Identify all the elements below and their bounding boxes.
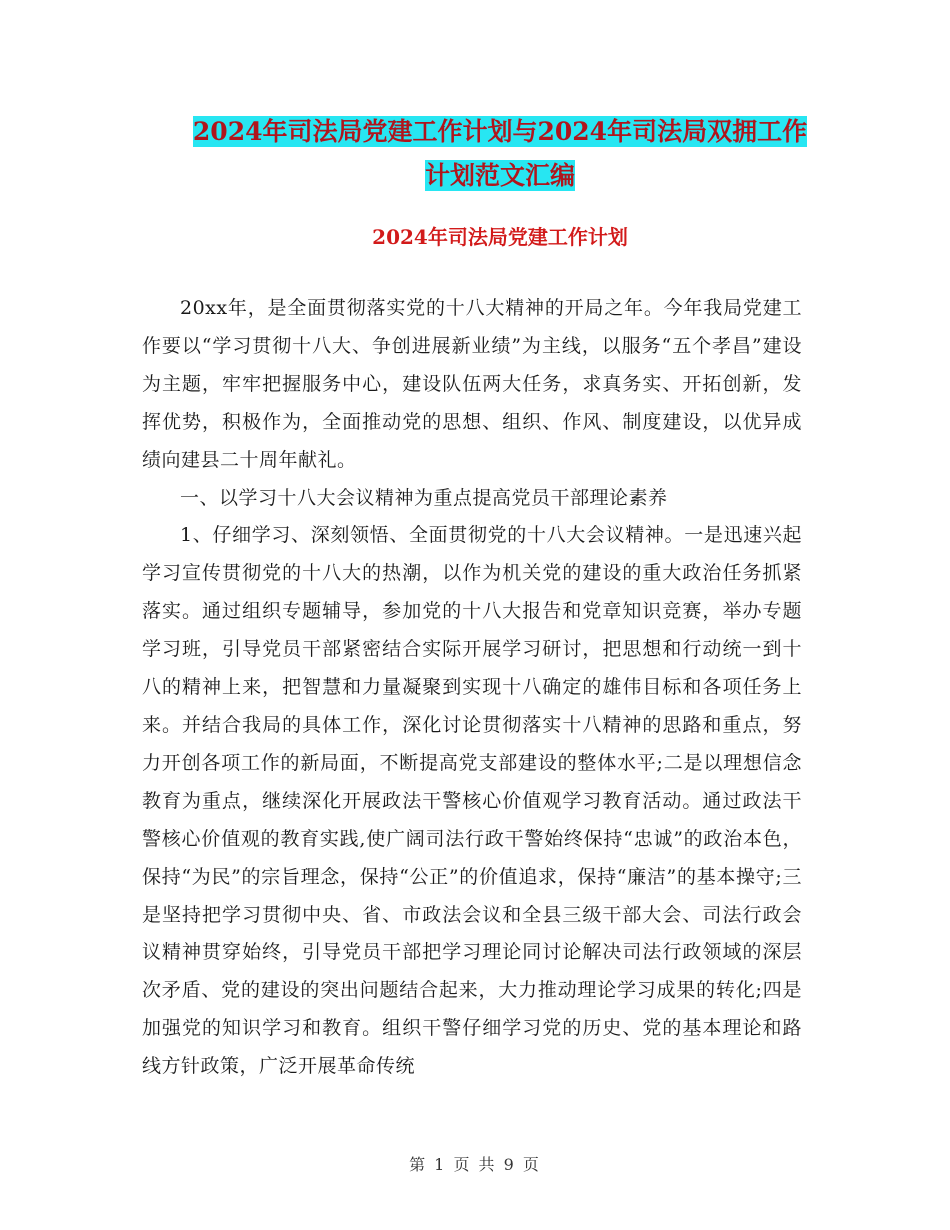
paragraph-intro: 20xx年，是全面贯彻落实党的十八大精神的开局之年。今年我局党建工作要以“学习贯彻十八大、争创进展新业绩”为主线，以服务“五个孝昌”建设为主题，牢牢把握服务中心，建设队伍两大任务，求真务实、开拓创新，发挥优势，积极作为，全面推动党的思想、组织、作风、制度建设，以优异成绩向建县二十周年献礼。 [142, 297, 802, 471]
document-title-line-2: 计划范文汇编 [424, 161, 575, 190]
footer-prefix: 第 [409, 1155, 428, 1174]
footer-suffix: 页 [522, 1155, 541, 1174]
document-title-line-1: 2024年司法局党建工作计划与2024年司法局双拥工作 [192, 117, 808, 146]
total-pages-number: 9 [503, 1155, 516, 1174]
body-text [142, 290, 802, 1086]
footer-mid: 页 共 [453, 1155, 497, 1174]
paragraph-item-1: 1、仔细学习、深刻领悟、全面贯彻党的十八大会议精神。一是迅速兴起学习宣传贯彻党的十八大的热潮，以作为机关党的建设的重大政治任务抓紧落实。通过组织专题辅导，参加党的十八大报告和党章知识竞赛，举办专题学习班，引导党员干部紧密结合实际开展学习研讨，把思想和行动统一到十八的精神上来，把智慧和力量凝聚到实现十八确定的雄伟目标和各项任务上来。并结合我局的具体工作，深化讨论贯彻落实十八精神的思路和重点，努力开创各项工作的新局面，不断提高党支部建设的整体水平;二是以理想信念教育为重点，继续深化开展政法干警核心价值观学习教育活动。通过政法干警核心价值观的教育实践,使广阔司法行政干警始终保持“忠诚”的政治本色，保持“为民”的宗旨理念，保持“公正”的价值追求，保持“廉洁”的基本操守;三是坚持把学习贯彻中央、省、市政法会议和全县三级干部大会、司法行政会议精神贯穿始终，引导党员干部把学习理论同讨论解决司法行政领域的深层次矛盾、党的建设的突出问题结合起来，大力推动理论学习成果的转化;四是加强党的知识学习和教育。组织干警仔细学习党的历史、党的基本理论和路线方针政策，广泛开展革命传统 [142, 524, 802, 1078]
section-title: 2024年司法局党建工作计划 [372, 225, 628, 249]
page-footer [0, 1152, 950, 1175]
paragraph-heading-1: 一、以学习十八大会议精神为重点提高党员干部理论素养 [180, 486, 668, 509]
current-page-number: 1 [434, 1155, 447, 1174]
document-title [140, 110, 860, 198]
